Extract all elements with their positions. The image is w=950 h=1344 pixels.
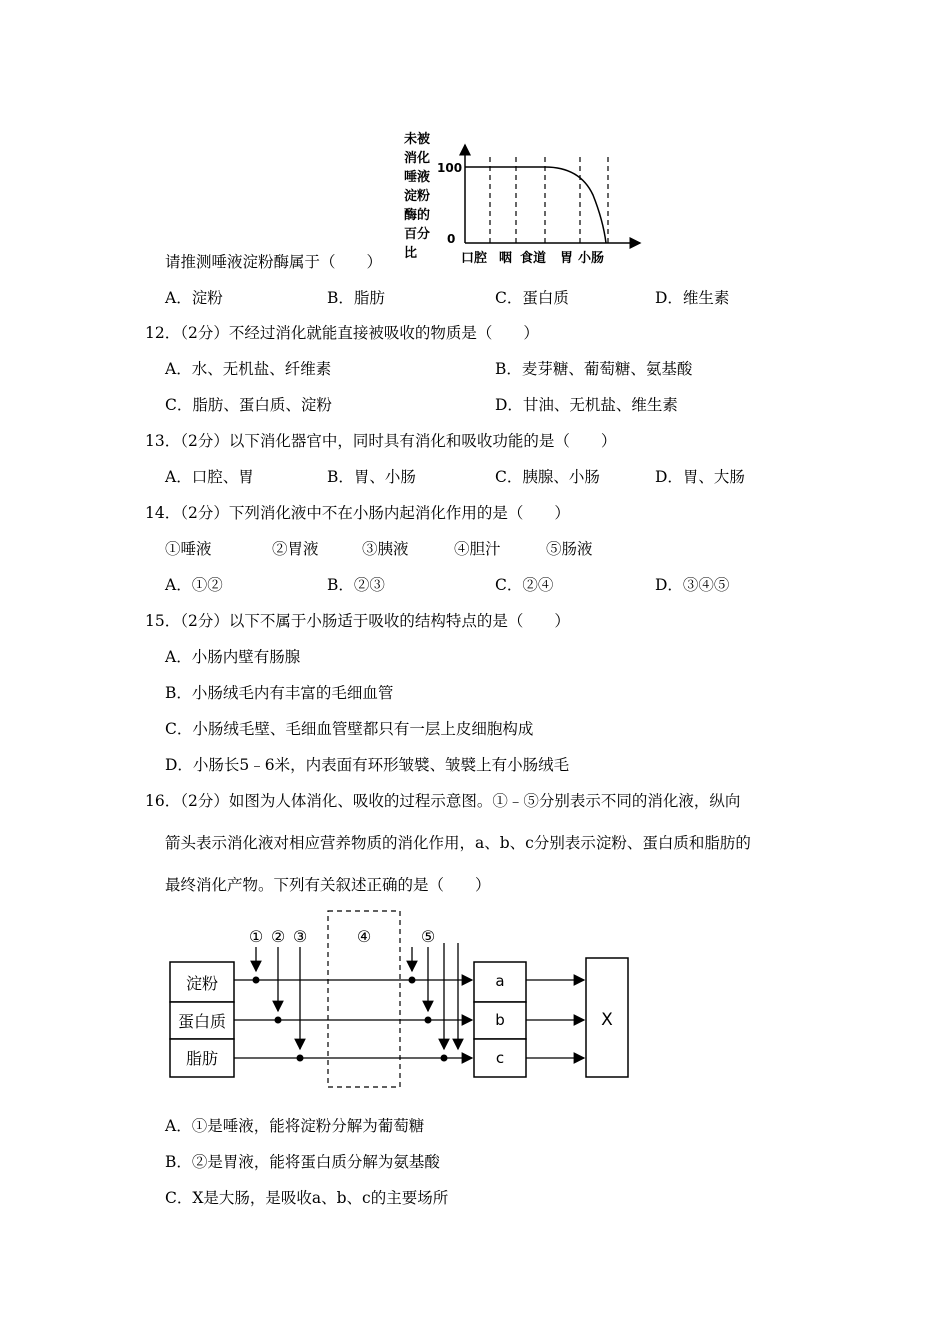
nutrient-fat: 脂肪 (185, 1049, 219, 1068)
q13-option-d[interactable]: D．胃、大肠 (655, 468, 745, 486)
x-label: 咽 (499, 251, 513, 266)
q11-option-b[interactable]: B．脂肪 (327, 289, 385, 307)
x-label: 小肠 (578, 251, 605, 266)
absorption-arrows (526, 980, 584, 1058)
q11-stem-tail: 请推测唾液淀粉酶属于（ ） (165, 253, 383, 271)
q12-option-a[interactable]: A．水、无机盐、纤维素 (165, 360, 332, 378)
q16-stem-line: 箭头表示消化液对相应营养物质的消化作用，a、b、c分别表示淀粉、蛋白质和脂肪的 (165, 834, 751, 852)
q14-option-b[interactable]: B．②③ (327, 576, 385, 594)
q16-option-a[interactable]: A．①是唾液，能将淀粉分解为葡萄糖 (165, 1117, 425, 1135)
site-x-label: X (601, 1010, 613, 1030)
q12-option-c[interactable]: C．脂肪、蛋白质、淀粉 (165, 396, 332, 414)
q14-option-a[interactable]: A．①② (165, 576, 223, 594)
juice-label-4: ④ (356, 927, 372, 946)
product-c: c (495, 1049, 505, 1067)
q16-stem-line: 最终消化产物。下列有关叙述正确的是（ ） (165, 876, 491, 894)
chart-ylabel (404, 131, 430, 261)
x-label: 口腔 (461, 251, 488, 266)
q12-option-d[interactable]: D．甘油、无机盐、维生素 (495, 396, 678, 414)
y-tick-100: 100 (437, 161, 463, 175)
saliva-amylase-chart (395, 125, 655, 270)
q12-stem: 12．（2分）不经过消化就能直接被吸收的物质是（ ） (145, 324, 539, 342)
q13-stem: 13．（2分）以下消化器官中，同时具有消化和吸收功能的是（ ） (145, 432, 617, 450)
q13-option-a[interactable]: A．口腔、胃 (165, 468, 254, 486)
product-b: b (495, 1011, 505, 1029)
q16-option-b[interactable]: B．②是胃液，能将蛋白质分解为氨基酸 (165, 1153, 440, 1171)
ylabel-line: 百分 (404, 227, 431, 242)
q15-stem: 15．（2分）以下不属于小肠适于吸收的结构特点的是（ ） (145, 612, 570, 630)
ylabel-line: 消化 (404, 151, 431, 166)
q16-stem-line: 16．（2分）如图为人体消化、吸收的过程示意图。①﹣⑤分别表示不同的消化液，纵向 (145, 792, 741, 810)
nutrient-protein: 蛋白质 (177, 1012, 227, 1031)
q14-item: ②胃液 (272, 540, 319, 558)
digestion-process-diagram (160, 905, 640, 1090)
ylabel-line: 唾液 (404, 170, 431, 185)
q13-option-b[interactable]: B．胃、小肠 (327, 468, 416, 486)
ylabel-line: 淀粉 (404, 189, 431, 204)
q14-item: ①唾液 (165, 540, 212, 558)
nutrient-starch: 淀粉 (185, 974, 219, 993)
q14-item: ④胆汁 (454, 540, 501, 558)
region-dividers (490, 157, 608, 243)
juice-label-2: ② (270, 927, 286, 946)
q15-option-b[interactable]: B．小肠绒毛内有丰富的毛细血管 (165, 684, 394, 702)
q14-item: ③胰液 (362, 540, 409, 558)
q11-option-a[interactable]: A．淀粉 (165, 289, 223, 307)
nutrient-flow-lines (234, 980, 472, 1058)
product-a: a (495, 972, 505, 990)
q16-option-c[interactable]: C．X是大肠，是吸收a、b、c的主要场所 (165, 1189, 449, 1207)
ylabel-line: 比 (404, 246, 418, 261)
q12-option-b[interactable]: B．麦芽糖、葡萄糖、氨基酸 (495, 360, 693, 378)
junction-dots (253, 977, 448, 1062)
q13-option-c[interactable]: C．胰腺、小肠 (495, 468, 600, 486)
q11-option-c[interactable]: C．蛋白质 (495, 289, 569, 307)
q15-option-c[interactable]: C．小肠绒毛壁、毛细血管壁都只有一层上皮细胞构成 (165, 720, 534, 738)
series-line (465, 167, 606, 243)
q11-option-d[interactable]: D．维生素 (655, 289, 730, 307)
q15-option-a[interactable]: A．小肠内壁有肠腺 (165, 648, 301, 666)
y-tick-0: 0 (447, 232, 456, 246)
q14-stem: 14．（2分）下列消化液中不在小肠内起消化作用的是（ ） (145, 504, 570, 522)
x-label: 胃 (560, 251, 574, 266)
x-labels (461, 250, 604, 266)
digestion-arrows (256, 943, 458, 1049)
juice-label-5: ⑤ (420, 927, 436, 946)
q14-item: ⑤肠液 (546, 540, 593, 558)
q14-option-d[interactable]: D．③④⑤ (655, 576, 730, 594)
x-label: 食道 (520, 251, 547, 266)
q14-option-c[interactable]: C．②④ (495, 576, 554, 594)
ylabel-line: 未被 (404, 132, 431, 147)
q15-option-d[interactable]: D．小肠长5﹣6米，内表面有环形皱襞、皱襞上有小肠绒毛 (165, 756, 570, 774)
juice-label-3: ③ (292, 927, 308, 946)
juice-label-1: ① (248, 927, 264, 946)
ylabel-line: 酶的 (404, 208, 431, 223)
